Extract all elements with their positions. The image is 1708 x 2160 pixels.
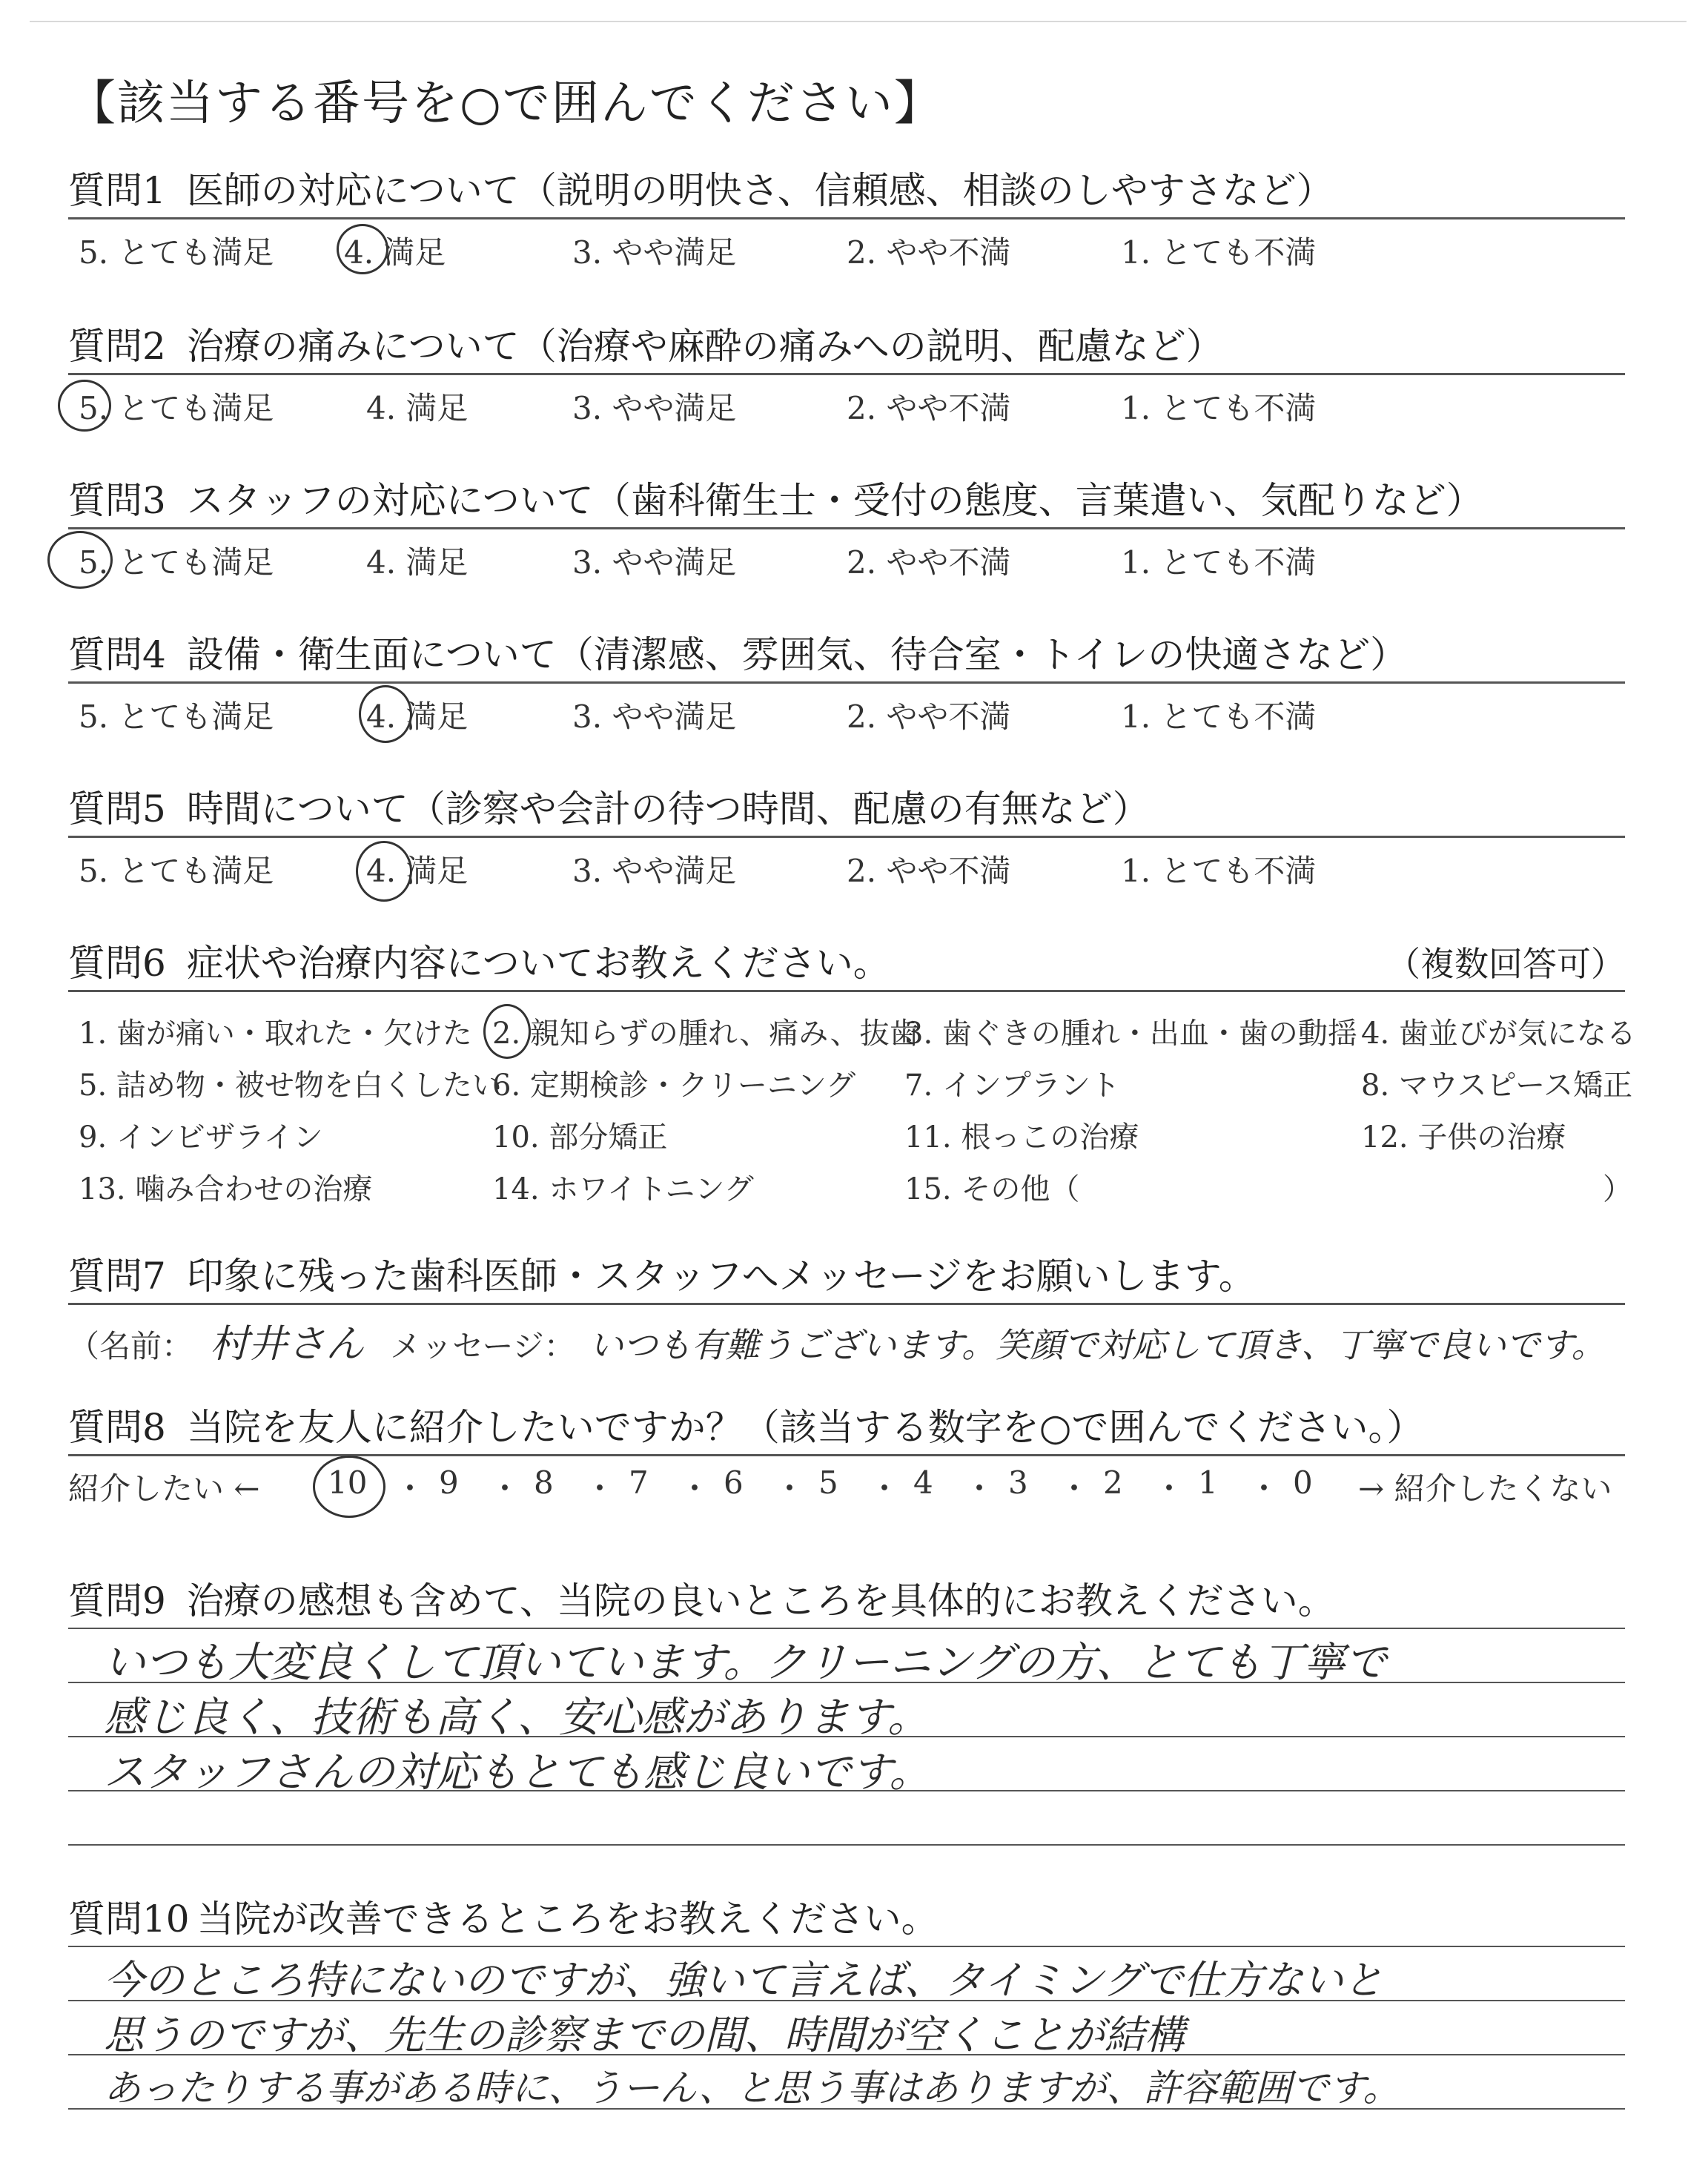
question-number: 質問5 — [68, 787, 166, 830]
question-number: 質問10 — [68, 1898, 190, 1941]
option-3[interactable]: 3. やや満足 — [572, 234, 737, 271]
question-rule — [68, 1454, 1625, 1456]
recommend-scale: 紹介したい ← 10 ・ 9 ・ 8 ・ 7 ・ 6 ・ 5 ・ 4 ・ 3 ・ 2 ・ 1 ・ 0 → 紹介したくない — [68, 1464, 1625, 1509]
scale-value-6[interactable]: 6 — [724, 1464, 744, 1501]
scale-value-9[interactable]: 9 — [439, 1464, 459, 1501]
option-1[interactable]: 1. とても不満 — [1121, 698, 1317, 735]
question-rule — [68, 1303, 1625, 1305]
question-number: 質問3 — [68, 479, 166, 522]
option-item[interactable]: 7. インプラント — [904, 1069, 1120, 1103]
option-4[interactable]: 4. 満足 — [366, 853, 469, 889]
question-6-options — [68, 1010, 1636, 1232]
option-2[interactable]: 2. やや不満 — [847, 698, 1011, 735]
message-row — [68, 1312, 1625, 1367]
question-1 — [68, 165, 1625, 217]
scale-value-10[interactable]: 10 — [328, 1464, 368, 1501]
option-5[interactable]: 5. とても満足 — [79, 544, 274, 581]
option-4[interactable]: 4. 満足 — [366, 390, 469, 426]
answer-line — [68, 1628, 1625, 1629]
selection-circle — [58, 380, 111, 432]
question-3-options — [68, 538, 1625, 583]
question-text: 症状や治療内容についてお教えください。 — [186, 942, 890, 985]
question-number: 質問2 — [68, 325, 166, 368]
question-rule — [68, 217, 1625, 219]
question-9 — [68, 1575, 1625, 1627]
question-text: 医師の対応について（説明の明快さ、信頼感、相談のしやすさなど） — [186, 169, 1334, 212]
answer-text-line[interactable]: 感じ良く、技術も高く、安心感があります。 — [104, 1694, 930, 1742]
option-item[interactable]: 6. 定期検診・クリーニング — [492, 1069, 856, 1103]
name-label: （名前： — [68, 1328, 193, 1364]
answer-text-line[interactable]: 今のところ特にないのですが、強いて言えば、タイミングで仕方ないと — [104, 1957, 1383, 2004]
question-number: 質問1 — [68, 169, 166, 212]
question-number: 質問8 — [68, 1406, 166, 1449]
message-value[interactable]: いつも有難うございます。笑顔で対応して頂き、丁寧で良いです。 — [589, 1325, 1606, 1365]
option-4[interactable]: 4. 満足 — [366, 544, 469, 581]
option-item[interactable]: 15. その他（ — [904, 1172, 1080, 1206]
option-2[interactable]: 2. やや不満 — [847, 853, 1011, 889]
option-3[interactable]: 3. やや満足 — [572, 853, 737, 889]
question-text: 時間について（診察や会計の待つ時間、配慮の有無など） — [186, 787, 1150, 830]
question-rule — [68, 990, 1625, 992]
question-4-options — [68, 693, 1625, 737]
question-number: 質問9 — [68, 1579, 166, 1622]
selection-circle — [337, 224, 388, 274]
option-1[interactable]: 1. とても不満 — [1121, 853, 1317, 889]
option-5[interactable]: 5. とても満足 — [79, 853, 274, 889]
option-item[interactable]: 10. 部分矯正 — [492, 1120, 668, 1155]
question-rule — [68, 527, 1625, 529]
message-label: メッセージ： — [390, 1328, 575, 1364]
scale-value-7[interactable]: 7 — [629, 1464, 649, 1501]
option-item[interactable]: 9. インビザライン — [79, 1120, 323, 1155]
question-rule — [68, 836, 1625, 838]
other-close-paren: ） — [1603, 1172, 1632, 1206]
option-2[interactable]: 2. やや不満 — [847, 234, 1011, 271]
question-8 — [68, 1401, 1625, 1453]
scale-value-2[interactable]: 2 — [1103, 1464, 1123, 1501]
option-2[interactable]: 2. やや不満 — [847, 544, 1011, 581]
scale-value-3[interactable]: 3 — [1008, 1464, 1028, 1501]
question-text: 印象に残った歯科医師・スタッフへメッセージをお願いします。 — [186, 1255, 1256, 1298]
selection-circle — [356, 841, 412, 902]
option-item[interactable]: 3. 歯ぐきの腫れ・出血・歯の動揺 — [904, 1017, 1357, 1051]
answer-line — [68, 1946, 1625, 1947]
selection-circle — [483, 1004, 531, 1059]
question-1-options — [68, 228, 1625, 273]
scale-right-label: → 紹介したくない — [1358, 1470, 1612, 1507]
answer-text-line[interactable]: スタッフさんの対応もとても感じ良いです。 — [104, 1748, 931, 1797]
option-5[interactable]: 5. とても満足 — [79, 698, 274, 735]
option-item[interactable]: 14. ホワイトニング — [492, 1172, 754, 1206]
question-4 — [68, 629, 1625, 681]
question-7 — [68, 1250, 1625, 1302]
scale-value-1[interactable]: 1 — [1198, 1464, 1218, 1501]
option-1[interactable]: 1. とても不満 — [1121, 390, 1317, 426]
option-5[interactable]: 5. とても満足 — [79, 234, 274, 271]
question-10 — [68, 1893, 1625, 1945]
option-3[interactable]: 3. やや満足 — [572, 390, 737, 426]
question-text: 設備・衛生面について（清潔感、雰囲気、待合室・トイレの快適さなど） — [186, 633, 1408, 676]
scale-value-8[interactable]: 8 — [534, 1464, 554, 1501]
question-3 — [68, 475, 1625, 526]
question-number: 質問7 — [68, 1255, 166, 1298]
question-rule — [68, 373, 1625, 375]
option-3[interactable]: 3. やや満足 — [572, 698, 737, 735]
question-text: 当院が改善できるところをお教えください。 — [196, 1898, 939, 1941]
scale-value-0[interactable]: 0 — [1293, 1464, 1313, 1501]
question-text: 当院を友人に紹介したいですか？（該当する数字を○で囲んでください。） — [186, 1406, 1424, 1449]
option-item[interactable]: 11. 根っこの治療 — [904, 1120, 1139, 1155]
option-4[interactable]: 4. 満足 — [344, 234, 446, 271]
question-5-options — [68, 847, 1625, 891]
option-1[interactable]: 1. とても不満 — [1121, 234, 1317, 271]
question-number: 質問6 — [68, 942, 166, 985]
option-item[interactable]: 13. 噛み合わせの治療 — [79, 1172, 373, 1206]
question-2 — [68, 320, 1625, 372]
option-2[interactable]: 2. やや不満 — [847, 390, 1011, 426]
scale-left-label: 紹介したい ← — [68, 1470, 260, 1507]
question-rule — [68, 681, 1625, 684]
answer-line — [68, 1844, 1625, 1846]
multiple-answers-note: （複数回答可） — [1386, 944, 1625, 984]
option-item[interactable]: 1. 歯が痛い・取れた・欠けた — [79, 1017, 472, 1051]
option-item[interactable]: 12. 子供の治療 — [1361, 1120, 1566, 1155]
scale-value-5[interactable]: 5 — [818, 1464, 838, 1501]
top-border — [30, 21, 1687, 22]
question-number: 質問4 — [68, 633, 166, 676]
question-text: 治療の感想も含めて、当院の良いところを具体的にお教えください。 — [186, 1579, 1335, 1622]
selection-circle — [47, 531, 113, 589]
question-5 — [68, 783, 1625, 835]
option-1[interactable]: 1. とても不満 — [1121, 544, 1317, 581]
selection-circle — [313, 1456, 385, 1518]
question-2-options — [68, 384, 1625, 429]
option-item[interactable]: 4. 歯並びが気になる — [1361, 1017, 1636, 1051]
option-3[interactable]: 3. やや満足 — [572, 544, 737, 581]
question-text: 治療の痛みについて（治療や麻酔の痛みへの説明、配慮など） — [186, 325, 1223, 368]
selection-circle — [359, 685, 412, 743]
option-4[interactable]: 4. 満足 — [366, 698, 469, 735]
question-text: スタッフの対応について（歯科衛生士・受付の態度、言葉遣い、気配りなど） — [186, 479, 1483, 522]
scale-value-4[interactable]: 4 — [913, 1464, 933, 1501]
answer-text-line[interactable]: いつも大変良くして頂いています。クリーニングの方、とても丁寧で — [104, 1639, 1387, 1687]
form-title: 【該当する番号を○で囲んでください】 — [68, 76, 943, 131]
option-item[interactable]: 2. 親知らずの腫れ、痛み、抜歯 — [492, 1017, 919, 1051]
option-item[interactable]: 5. 詰め物・被せ物を白くしたい — [79, 1069, 502, 1103]
answer-text-line[interactable]: 思うのですが、先生の診察までの間、時間が空くことが結構 — [104, 2012, 1185, 2058]
answer-text-line[interactable]: あったりする事がある時に、うーん、と思う事はありますが、許容範囲です。 — [104, 2067, 1400, 2110]
option-5[interactable]: 5. とても満足 — [79, 390, 274, 426]
name-value[interactable]: 村井さん — [210, 1322, 365, 1367]
option-item[interactable]: 8. マウスピース矯正 — [1361, 1069, 1633, 1103]
